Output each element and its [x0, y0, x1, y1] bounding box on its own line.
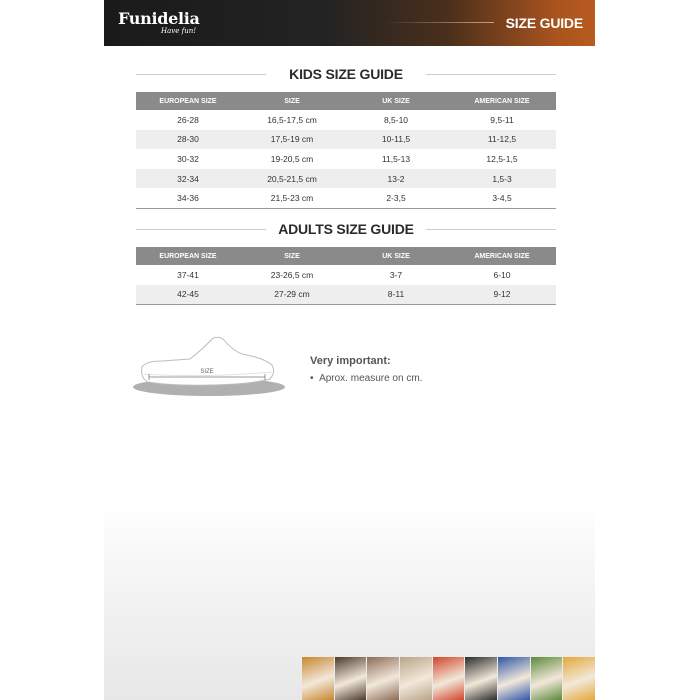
table-cell: 8,5-10 — [383, 114, 409, 125]
costume-photo — [465, 657, 497, 700]
note-item-text: Aprox. measure on cm. — [319, 373, 423, 384]
table-cell: 27-29 cm — [240, 285, 344, 305]
table-cell: 20,5-21,5 cm — [240, 169, 344, 189]
costume-photo-strip — [302, 657, 595, 700]
table-row — [136, 149, 556, 169]
column-header: SIZE — [240, 92, 344, 110]
page-title: SIZE GUIDE — [505, 15, 583, 31]
table-cell: 19-20,5 cm — [270, 153, 314, 164]
adults-size-table — [136, 247, 556, 305]
header-divider — [384, 22, 494, 23]
adults-section-title — [136, 221, 556, 237]
column-header: UK SIZE — [344, 247, 448, 265]
table-cell: 12,5-1,5 — [486, 153, 518, 164]
column-header: EUROPEAN SIZE — [136, 247, 240, 265]
table-cell: 11-12,5 — [448, 130, 556, 150]
column-header: AMERICAN SIZE — [448, 92, 556, 110]
table-cell: 21,5-23 cm — [240, 188, 344, 208]
table-cell: 13-2 — [344, 169, 448, 189]
table-row — [136, 169, 556, 189]
kids-title-text: KIDS SIZE GUIDE — [289, 66, 403, 82]
table-cell: 28-30 — [136, 130, 240, 150]
table-cell: 42-45 — [136, 285, 240, 305]
table-row — [136, 110, 556, 130]
note-title: Very important: — [310, 355, 391, 367]
table-cell: 10-11,5 — [344, 130, 448, 150]
table-row — [136, 130, 556, 150]
costume-photo — [400, 657, 432, 700]
measure-label: SIZE — [200, 369, 214, 375]
shoe-outline — [142, 337, 274, 385]
table-cell: 1,5-3 — [448, 169, 556, 189]
table-cell: 9,5-11 — [490, 114, 514, 125]
column-header: UK SIZE — [344, 92, 448, 110]
table-cell: 3-4,5 — [448, 188, 556, 208]
column-header: AMERICAN SIZE — [448, 247, 556, 265]
title-rule-right — [426, 74, 556, 75]
costume-photo — [367, 657, 399, 700]
table-header-row — [136, 247, 556, 265]
header-banner — [104, 0, 595, 46]
table-cell: 23-26,5 cm — [270, 269, 314, 280]
kids-size-table — [136, 92, 556, 209]
table-cell: 37-41 — [177, 269, 199, 280]
table-cell: 3-7 — [389, 269, 403, 280]
costume-photo — [531, 657, 563, 700]
table-row — [136, 265, 556, 285]
table-cell: 2-3,5 — [344, 188, 448, 208]
table-cell: 34-36 — [136, 188, 240, 208]
shoe-measure-icon — [132, 334, 287, 400]
title-rule-left — [136, 74, 266, 75]
table-cell: 16,5-17,5 cm — [267, 114, 317, 125]
costume-photo — [302, 657, 334, 700]
title-rule-right — [426, 229, 556, 230]
adults-title-text: ADULTS SIZE GUIDE — [278, 221, 414, 237]
table-cell: 6-10 — [493, 269, 511, 280]
table-cell: 30-32 — [177, 153, 199, 164]
table-cell: 11,5-13 — [381, 153, 411, 164]
table-header-row — [136, 92, 556, 110]
costume-photo — [433, 657, 465, 700]
table-cell: 26-28 — [177, 114, 199, 125]
costume-photo — [563, 657, 595, 700]
size-guide-sheet — [104, 0, 595, 700]
costume-photo — [335, 657, 367, 700]
brand-logo: Funidelia — [118, 9, 200, 28]
costume-photo — [498, 657, 530, 700]
column-header: SIZE — [240, 247, 344, 265]
column-header: EUROPEAN SIZE — [136, 92, 240, 110]
note-item: • Aprox. measure on cm. — [310, 373, 423, 384]
table-cell: 9-12 — [448, 285, 556, 305]
table-row — [136, 188, 556, 208]
table-cell: 17,5-19 cm — [240, 130, 344, 150]
brand-tagline: Have fun! — [161, 27, 197, 35]
table-row — [136, 285, 556, 305]
title-rule-left — [136, 229, 266, 230]
kids-section-title — [136, 66, 556, 82]
table-cell: 32-34 — [136, 169, 240, 189]
table-cell: 8-11 — [344, 285, 448, 305]
